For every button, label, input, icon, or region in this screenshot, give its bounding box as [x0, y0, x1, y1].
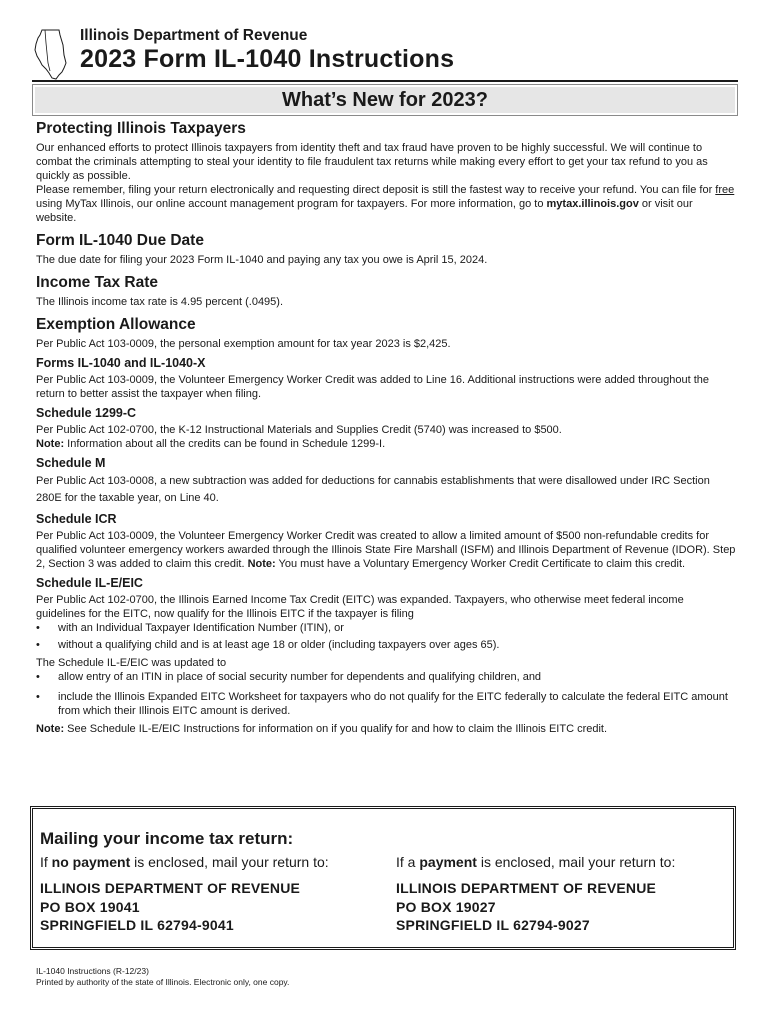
schedule-1299c-text: Per Public Act 102-0700, the K-12 Instructional Materials and Supplies Credit (5740) was increased to $500.: [36, 424, 562, 436]
eic-filing-list: [36, 621, 736, 652]
schedule-eic-intro: Per Public Act 102-0700, the Illinois Earned Income Tax Credit (EITC) was expanded. Taxpayers, who otherwise meet federal income guidelines for the EITC, now qualify for the Illinois EITC if the taxpayer is filing: [36, 594, 684, 620]
schedule-m-heading: Schedule M: [36, 456, 106, 470]
forms-il1040-heading: Forms IL-1040 and IL-1040-X: [36, 356, 206, 370]
illinois-state-outline-icon: [32, 27, 72, 81]
protecting-paragraph-2: Please remember, filing your return electronically and requesting direct deposit is still the fastest way to receive your refund. You can file for free using MyTax Illinois, our online account management program for taxpayers. For more information, go to mytax.illinois.gov or visit our website.: [36, 184, 735, 224]
protecting-paragraph-1: Our enhanced efforts to protect Illinois taxpayers from identity theft and tax fraud have proven to be highly successful. We will continue to combat the criminals attempting to steal your identity to file fraudulent tax returns while making every effort to get your tax refund to you as quickly as possible.: [36, 142, 708, 182]
protecting-heading: Protecting Illinois Taxpayers: [36, 120, 246, 137]
list-item: • with an Individual Taxpayer Identification Number (ITIN), or: [36, 621, 736, 635]
mailing-box: [30, 806, 736, 950]
schedule-1299c-note: Note: Information about all the credits can be found in Schedule 1299-I.: [36, 438, 386, 450]
document-title: 2023 Form IL-1040 Instructions: [80, 45, 455, 73]
header-divider: [32, 80, 738, 82]
eic-update-list: [36, 670, 736, 718]
list-item: • include the Illinois Expanded EITC Worksheet for taxpayers who do not qualify for the EITC federally to calculate the federal EITC amount from which their Illinois EITC amount is derived.: [36, 690, 736, 718]
exemption-text: Per Public Act 103-0009, the personal exemption amount for tax year 2023 is $2,425.: [36, 338, 451, 350]
due-date-heading: Form IL-1040 Due Date: [36, 232, 204, 249]
schedule-1299c-heading: Schedule 1299-C: [36, 406, 137, 420]
schedule-icr-text: Per Public Act 103-0009, the Volunteer Emergency Worker Credit was created to allow a limited amount of $500 non-refundable credits for qualified volunteer emergency workers awarded through the Illinois State Fire Marshall (ISFM) and Illinois Department of Revenue (IDOR). Step 2, Section 3 was added to claim this credit. Note: You must have a Voluntary Emergency Worker Credit Certificate to claim this credit.: [36, 530, 736, 570]
mytax-link[interactable]: mytax.illinois.gov: [546, 198, 639, 210]
no-payment-condition: If no payment is enclosed, mail your return to:: [40, 854, 329, 870]
payment-column: [396, 853, 675, 935]
schedule-eic-note: Note: See Schedule IL-E/EIC Instructions for information on if you qualify for and how to claim the Illinois EITC credit.: [36, 723, 608, 735]
forms-il1040-text: Per Public Act 103-0009, the Volunteer Emergency Worker Credit was added to Line 16. Additional instructions were added throughout the return to better assist the taxpayer when filing.: [36, 374, 710, 400]
no-payment-column: [40, 853, 329, 935]
footer-printed-by: Printed by authority of the state of Illinois. Electronic only, one copy.: [36, 977, 290, 987]
due-date-text: The due date for filing your 2023 Form IL-1040 and paying any tax you owe is April 15, 2024.: [36, 254, 488, 266]
mailing-heading: Mailing your income tax return:: [40, 829, 294, 848]
list-item: • without a qualifying child and is at least age 18 or older (including taxpayers over ages 65).: [36, 638, 736, 652]
free-text: free: [715, 184, 735, 196]
footer-form-id: IL-1040 Instructions (R-12/23): [36, 966, 149, 976]
main-content: [36, 119, 736, 736]
schedule-eic-updated: The Schedule IL-E/EIC was updated to: [36, 657, 227, 669]
schedule-icr-heading: Schedule ICR: [36, 512, 117, 526]
schedule-eic-heading: Schedule IL-E/EIC: [36, 576, 143, 590]
exemption-heading: Exemption Allowance: [36, 316, 196, 333]
tax-rate-text: The Illinois income tax rate is 4.95 percent (.0495).: [36, 296, 284, 308]
tax-rate-heading: Income Tax Rate: [36, 274, 159, 291]
footer: [36, 966, 289, 988]
schedule-m-text: Per Public Act 103-0008, a new subtraction was added for deductions for cannabis establishments that were disallowed under IRC Section 280E for the taxable year, on Line 40.: [36, 475, 710, 504]
no-payment-address: ILLINOIS DEPARTMENT OF REVENUE PO BOX 19041 SPRINGFIELD IL 62794-9041: [40, 880, 301, 933]
payment-address: ILLINOIS DEPARTMENT OF REVENUE PO BOX 19027 SPRINGFIELD IL 62794-9027: [396, 880, 657, 933]
agency-name: Illinois Department of Revenue: [80, 27, 308, 44]
section-banner: What’s New for 2023?: [32, 84, 738, 116]
list-item: • allow entry of an ITIN in place of social security number for dependents and qualifying children, and: [36, 670, 736, 684]
payment-condition: If a payment is enclosed, mail your return to:: [396, 854, 676, 870]
